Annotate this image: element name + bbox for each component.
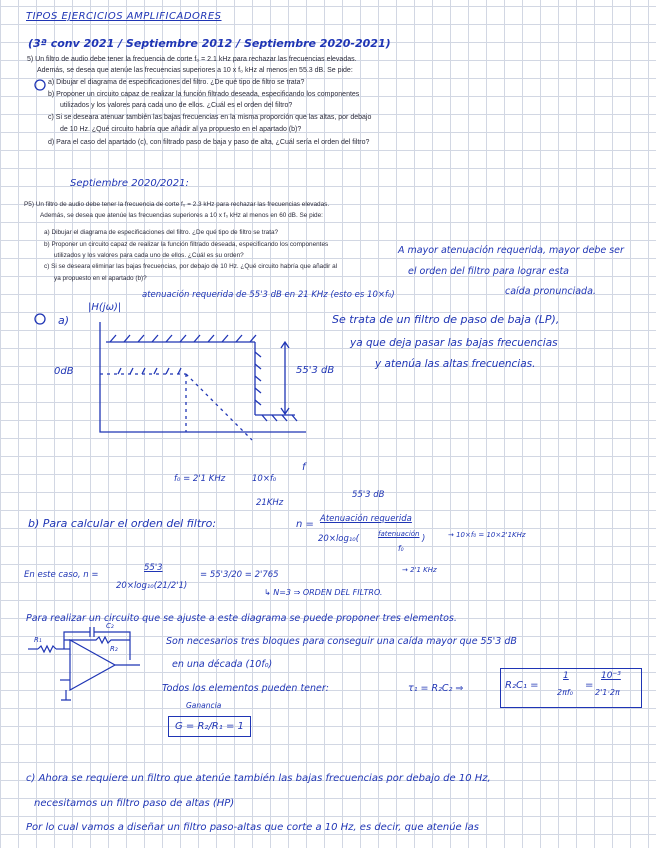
problem-line: Además, se desea que atenúe las frecuencias superiores a 10 x f₀ kHz al menos en 60 dB. Se pide: [40, 212, 323, 219]
problem-line: de 10 Hz. ¿Qué circuito habría que añadir al ya propuesto en el apartado (b)? [60, 126, 302, 133]
f0-label: f₀ = 2'1 KHz [174, 474, 226, 484]
ratio-top: fatenuación [378, 530, 420, 538]
formula-numerator: Atenuación requerida [320, 514, 412, 524]
tenf0-value: 21KHz [256, 498, 284, 508]
tau-equation: τ₁ = R₂C₂ ⇒ [408, 683, 464, 694]
side-note: caída pronunciada. [505, 286, 596, 297]
part-c-line: Por lo cual vamos a diseñar un filtro paso-altas que corte a 10 Hz, es decir, que atenúe las [26, 822, 479, 833]
part-c-line: c) Ahora se requiere un filtro que atenúe también las bajas frecuencias por debajo de 10 Hz, [26, 773, 491, 784]
problem-line: c) Si se deseara atenuar también las bajas frecuencias en la misma proporción que las altas, por debajo [48, 114, 372, 121]
frac1-bottom: 2πf₀ [557, 688, 573, 697]
side-note: el orden del filtro para lograr esta [408, 266, 569, 277]
ground [61, 690, 71, 700]
problem-line: c) Si se deseara eliminar las bajas frecuencias, por debajo de 10 Hz. ¿Qué circuito habría que añadir al [44, 263, 338, 270]
part-b-intro: b) Para calcular el orden del filtro: [28, 517, 217, 530]
case-text: En este caso, n = [24, 570, 99, 580]
case-conclusion: ↳ N=3 ⇒ ORDEN DEL FILTRO. [264, 588, 383, 597]
c-label: C₂ [106, 622, 114, 630]
problem-line: a) Dibujar el diagrama de especificaciones del filtro. ¿De qué tipo de filtro se trata? [44, 229, 279, 236]
problem-line: Además, se desea que atenúe las frecuencias superiores a 10 x f₀ kHz al menos en 55.3 dB. Se pide: [37, 67, 353, 74]
atten-note: 55'3 dB [352, 490, 385, 500]
capacitor [90, 627, 94, 637]
answer-a-line: Se trata de un filtro de paso de baja (LP), [332, 313, 560, 326]
problem-line: b) Proponer un circuito capaz de realizar la función filtrado deseada, especificando los componentes [44, 241, 329, 248]
r2-label: R₂ [110, 645, 118, 653]
rc-label: R₂C₁ = [505, 680, 539, 691]
item-a-label: a) [58, 314, 70, 327]
page-title: TIPOS EJERCICIOS AMPLIFICADORES [26, 11, 222, 22]
frac2-bottom: 2'1·2π [595, 688, 620, 697]
problem-line: utilizados y los valores para cada uno de ellos. ¿Cuál es el orden del filtro? [60, 102, 293, 109]
exam-sessions: (3ª conv 2021 / Septiembre 2012 / Septiembre 2020-2021) [28, 37, 391, 50]
problem-line: P5) Un filtro de audio debe tener la frecuencia de corte f₀ = 2.3 kHz para rechazar las frecuencias elevadas. [24, 201, 330, 208]
zero-db-label: 0dB [54, 366, 74, 377]
frac1-top: 1 [563, 671, 569, 681]
ratio-bottom: f₀ [398, 544, 404, 553]
arrow-note: → 10×f₀ = 10×2'1KHz [448, 531, 526, 539]
frac2-top: 10⁻³ [601, 671, 621, 681]
n-equals: n = [296, 519, 314, 530]
resistor-r1 [38, 646, 56, 652]
circuit-paragraph: Para realizar un circuito que se ajuste a este diagrama se puede proponer tres elementos. [26, 613, 457, 624]
circuit-paragraph: Todos los elementos pueden tener: [162, 683, 329, 694]
side-note: A mayor atenuación requerida, mayor debe ser [398, 245, 624, 256]
case-numerator: 55'3 [144, 563, 163, 573]
opamp [70, 640, 115, 690]
september-label: Septiembre 2020/2021: [70, 178, 189, 189]
attenuation-note: atenuación requerida de 55'3 dB en 21 KHz (esto es 10×f₀) [142, 290, 395, 300]
circuit-paragraph: Son necesarios tres bloques para conseguir una caída mayor que 55'3 dB [166, 636, 517, 647]
problem-line: d) Para el caso del apartado (c), con filtrado paso de baja y paso de alta, ¿Cuál sería el orden del filtro? [48, 139, 370, 146]
tenf0-label: 10×f₀ [252, 474, 277, 484]
f-axis-label: f [302, 462, 306, 473]
attenuation-label: 55'3 dB [296, 365, 335, 376]
problem-line: a) Dibujar el diagrama de especificaciones del filtro. ¿De qué tipo de filtro se trata? [48, 79, 305, 86]
arrow-note: → 2'1 KHz [402, 566, 437, 574]
answer-a-line: ya que deja pasar las bajas frecuencias [350, 337, 558, 349]
problem-line: utilizados y los valores para cada uno de ellos. ¿Cuál es su orden? [54, 252, 244, 259]
case-result: = 55'3/20 = 2'765 [200, 570, 279, 580]
answer-a-line: y atenúa las altas frecuencias. [375, 358, 536, 370]
ratio-close: ) [422, 534, 426, 544]
gain-equation: G = R₂/R₁ = 1 [175, 721, 244, 732]
case-denominator: 20×log₁₀(21/2'1) [116, 581, 188, 591]
y-axis-label: |H(jω)| [88, 302, 122, 313]
problem-line: ya propuesto en el apartado (b)? [54, 275, 147, 282]
circuit-paragraph: en una década (10f₀) [172, 659, 273, 670]
problem-line: b) Proponer un circuito capaz de realizar la función filtrado deseada, especificando los componentes [48, 91, 360, 98]
problem-line: 5) Un filtro de audio debe tener la frecuencia de corte f₀ = 2.1 kHz para rechazar las frecuencias elevadas. [27, 56, 357, 63]
rc-equals: = [585, 680, 594, 691]
r1-label: R₁ [34, 636, 42, 644]
formula-denominator: 20×log₁₀( [318, 534, 360, 544]
part-c-line: necesitamos un filtro paso de altas (HP) [34, 798, 235, 809]
gain-label: Ganancia [186, 701, 222, 710]
